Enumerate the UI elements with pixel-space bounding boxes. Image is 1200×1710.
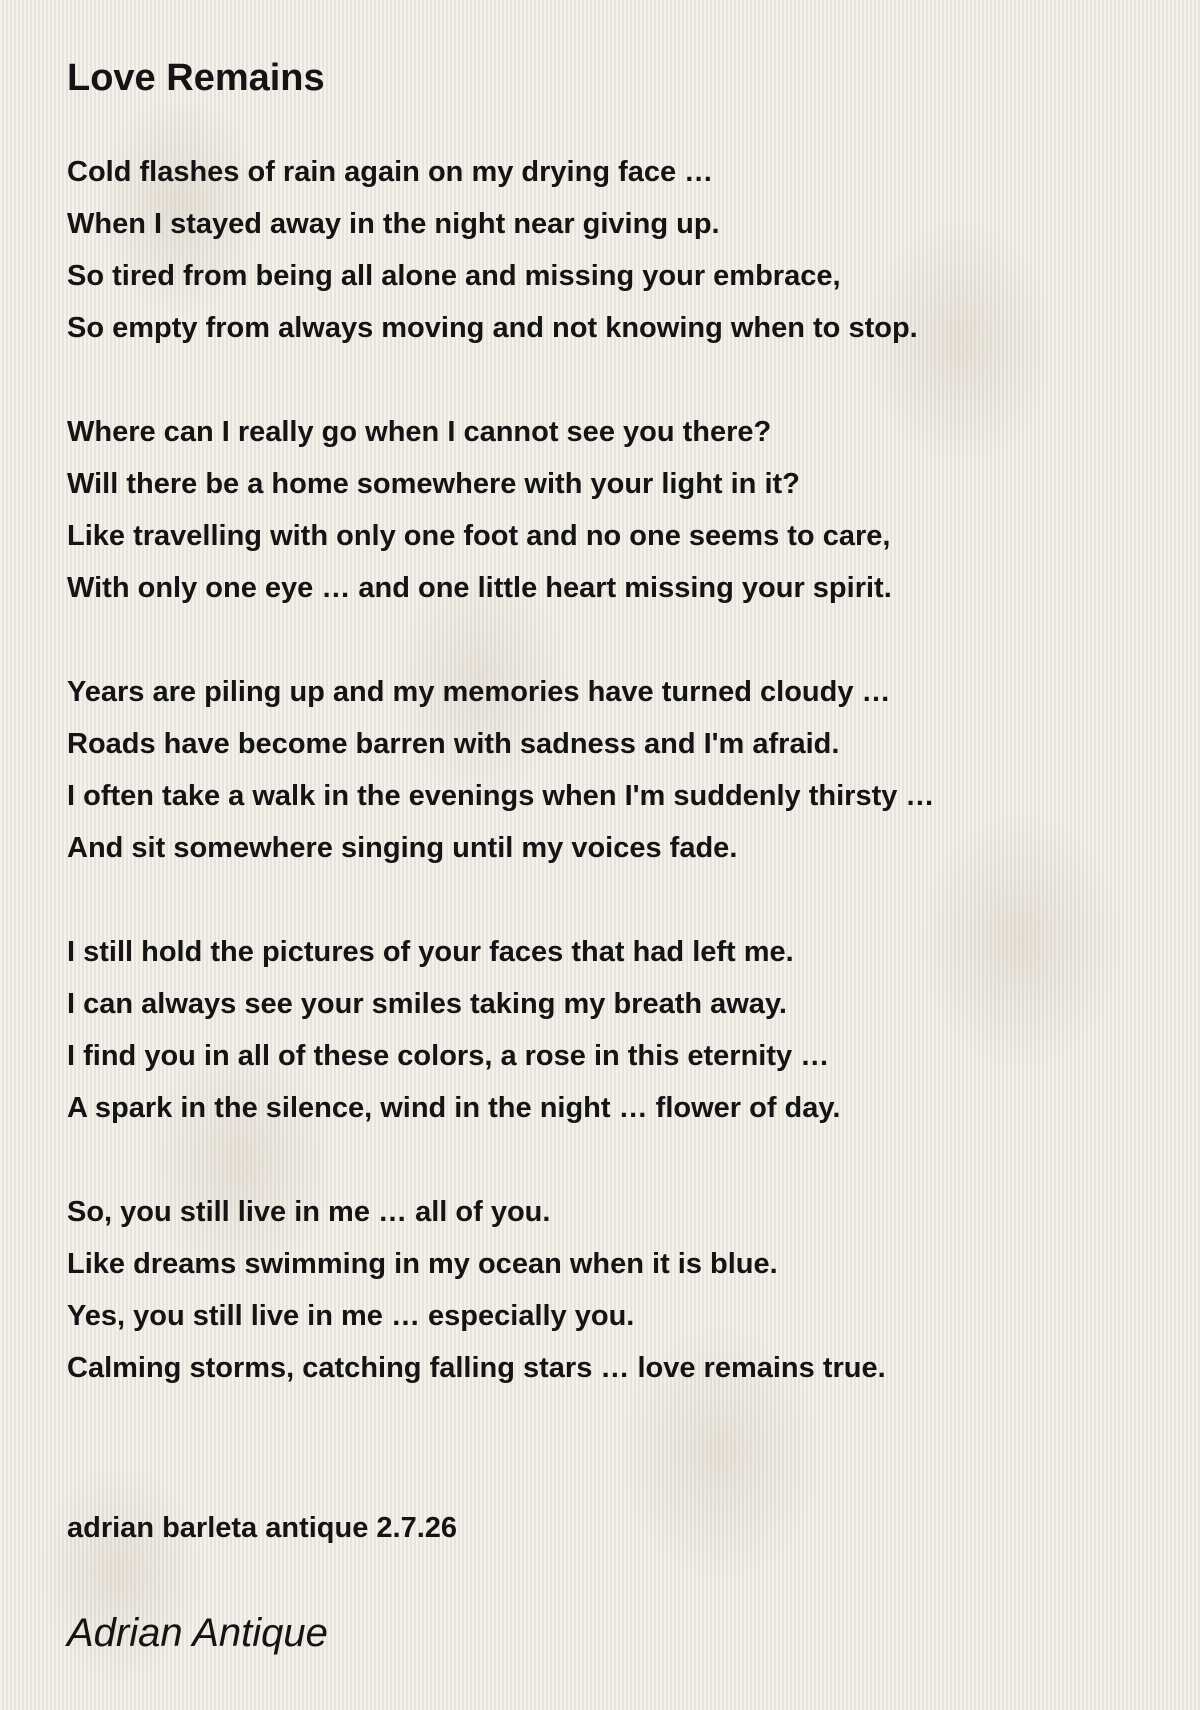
- poem-line: So, you still live in me … all of you.: [67, 1196, 551, 1228]
- author-name: Adrian Antique: [67, 1611, 328, 1655]
- poem-line: I still hold the pictures of your faces that had left me.: [67, 936, 794, 968]
- stanza-1: [67, 146, 1157, 354]
- poem-line: Cold flashes of rain again on my drying face …: [67, 156, 714, 188]
- poem-line: So tired from being all alone and missing your embrace,: [67, 260, 841, 292]
- poem-line: When I stayed away in the night near giving up.: [67, 208, 720, 240]
- poem-line: Will there be a home somewhere with your light in it?: [67, 468, 800, 500]
- poem-line: I find you in all of these colors, a rose in this eternity …: [67, 1040, 830, 1072]
- poem-title: Love Remains: [67, 57, 325, 99]
- poem-line: I often take a walk in the evenings when I'm suddenly thirsty …: [67, 780, 935, 812]
- stanza-2: [67, 406, 1157, 614]
- poem-line: And sit somewhere singing until my voices fade.: [67, 832, 738, 864]
- poem-line: With only one eye … and one little heart missing your spirit.: [67, 572, 892, 604]
- poem-line: So empty from always moving and not knowing when to stop.: [67, 312, 918, 344]
- poem-body: [67, 146, 1157, 1394]
- poem-line: Calming storms, catching falling stars … love remains true.: [67, 1352, 886, 1384]
- poem-line: Roads have become barren with sadness and I'm afraid.: [67, 728, 840, 760]
- poem-line: A spark in the silence, wind in the night … flower of day.: [67, 1092, 841, 1124]
- poem-signature: adrian barleta antique 2.7.26: [67, 1512, 458, 1544]
- poem-line: Yes, you still live in me … especially you.: [67, 1300, 635, 1332]
- poem-line: Where can I really go when I cannot see you there?: [67, 416, 772, 448]
- stanza-3: [67, 666, 1157, 874]
- stanza-4: [67, 926, 1157, 1134]
- poem-line: Like travelling with only one foot and no one seems to care,: [67, 520, 891, 552]
- poem-line: Like dreams swimming in my ocean when it is blue.: [67, 1248, 778, 1280]
- poem-container: [67, 48, 1157, 1446]
- stanza-5: [67, 1186, 1157, 1394]
- poem-line: Years are piling up and my memories have turned cloudy …: [67, 676, 891, 708]
- poem-line: I can always see your smiles taking my breath away.: [67, 988, 787, 1020]
